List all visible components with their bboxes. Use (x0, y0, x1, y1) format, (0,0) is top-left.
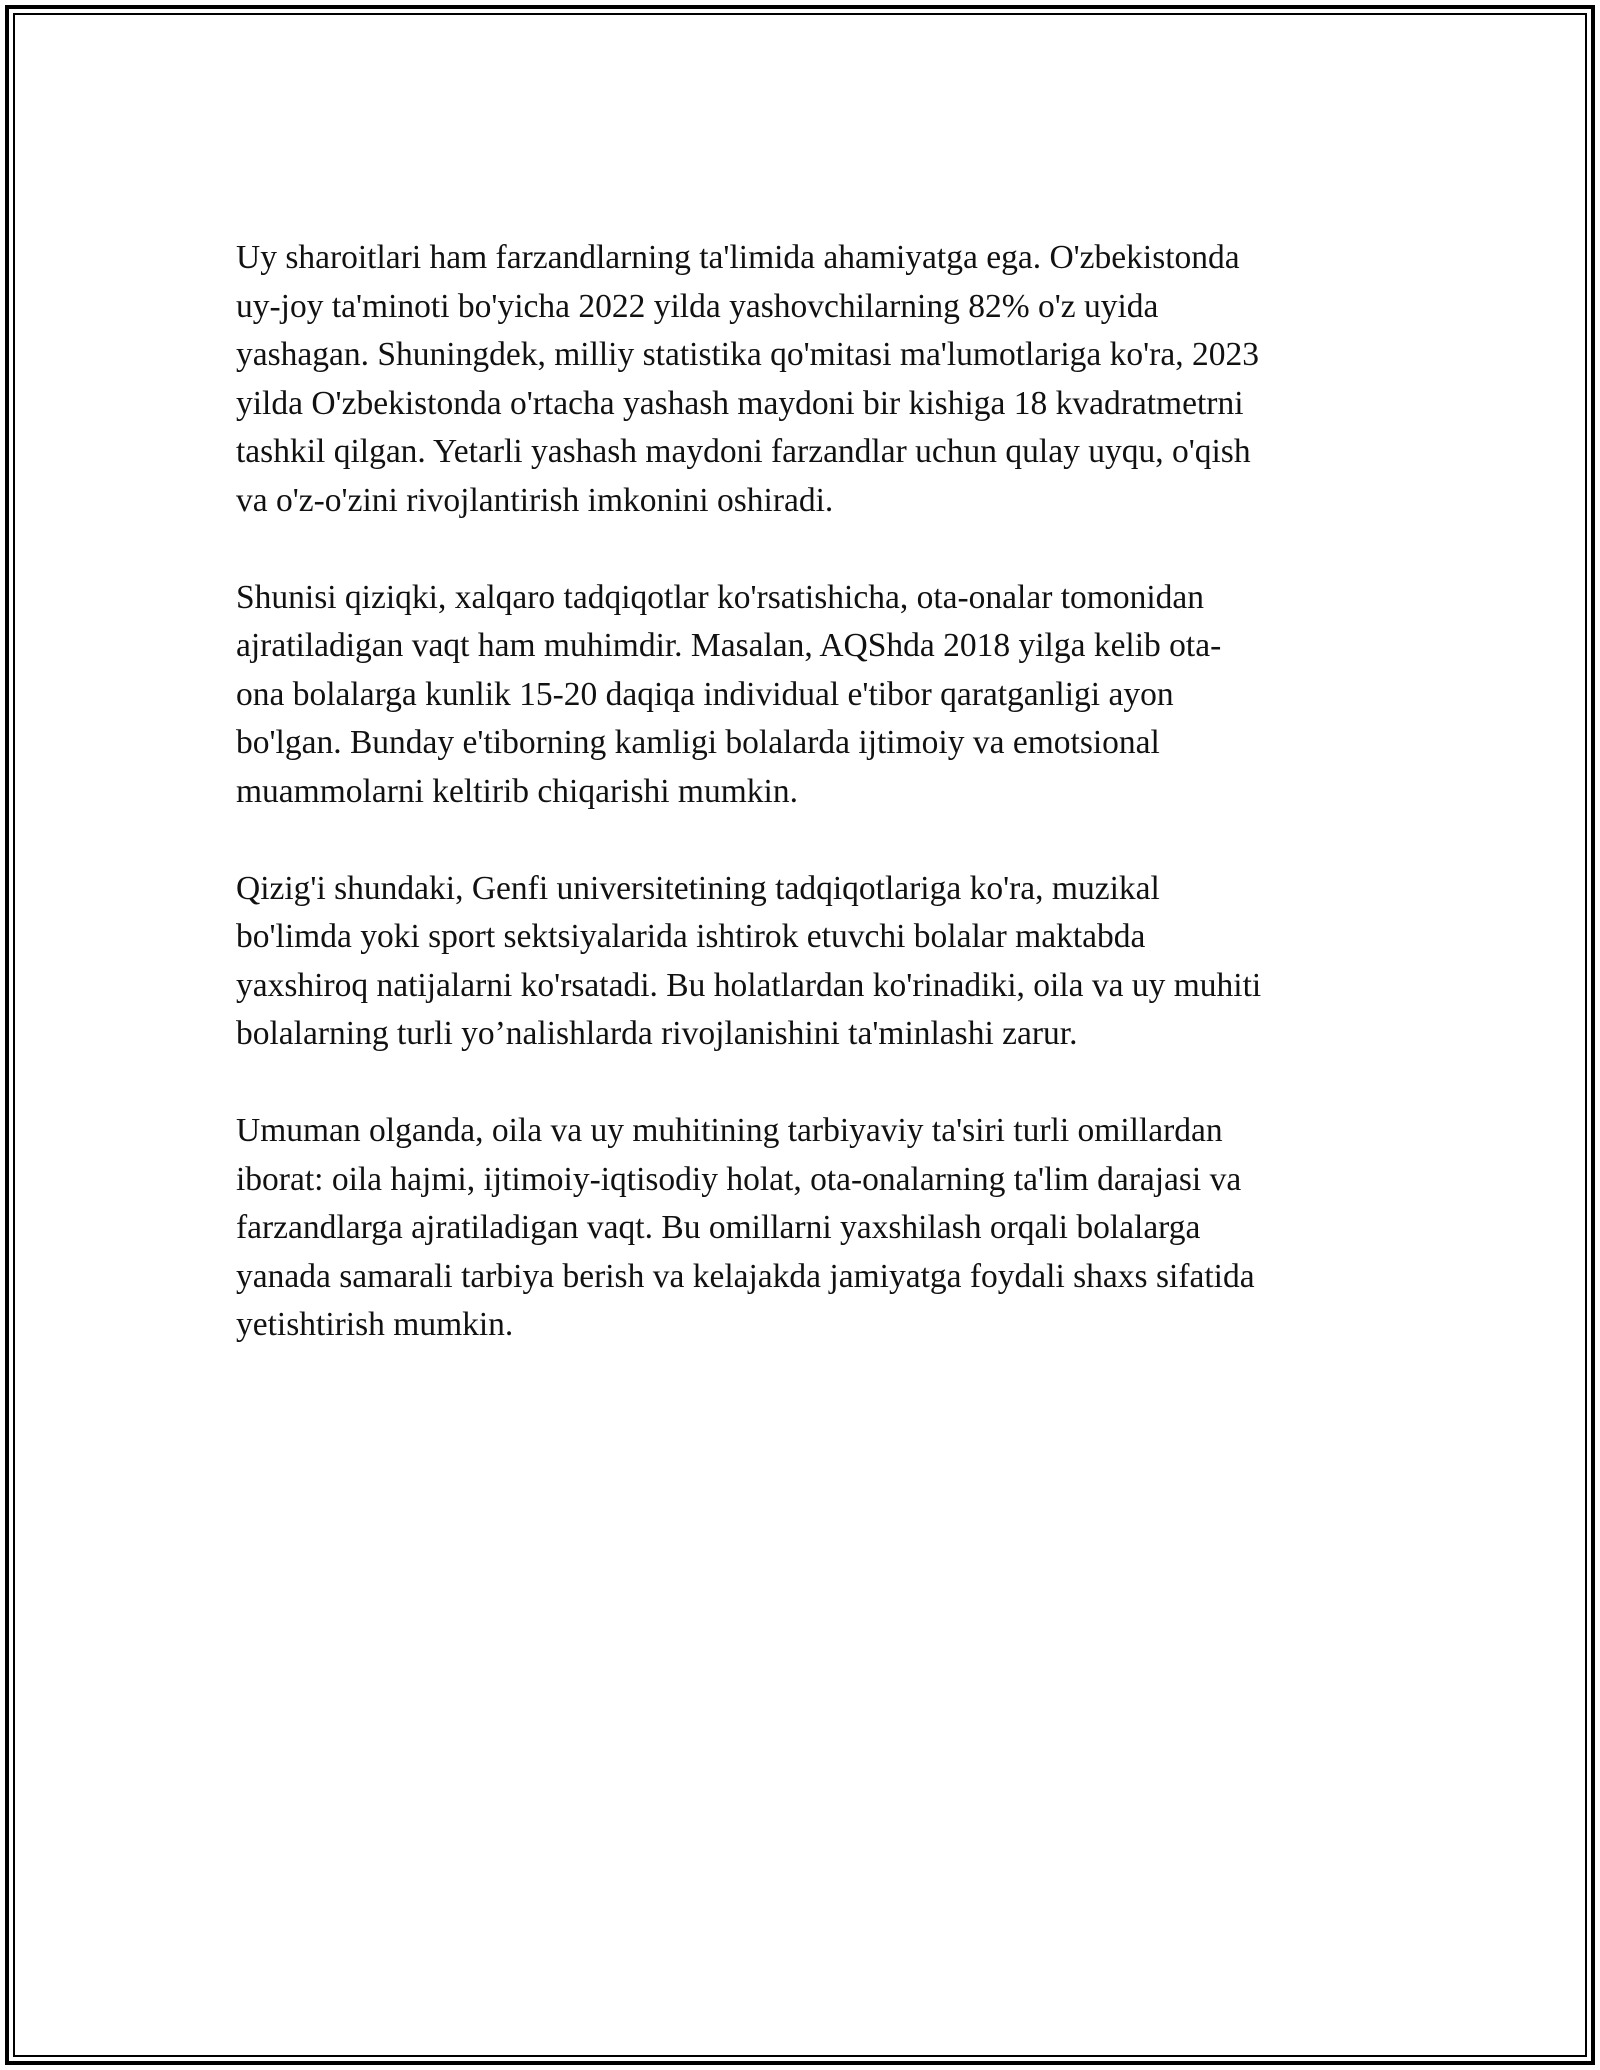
paragraph-housing (236, 234, 1366, 525)
text-line: iborat: oila hajmi, ijtimoiy-iqtisodiy holat, ota-onalarning ta'lim darajasi va (236, 1160, 1242, 1198)
text-line: Qizig'i shundaki, Genfi universitetining tadqiqotlariga ko'ra, muzikal (236, 869, 1160, 907)
paragraph-conclusion (236, 1107, 1366, 1350)
text-line: ona bolalarga kunlik 15-20 daqiqa individual e'tibor qaratganligi ayon (236, 675, 1174, 713)
text-line: Shunisi qiziqki, xalqaro tadqiqotlar ko'rsatishicha, ota-onalar tomonidan (236, 578, 1205, 616)
paragraph-activities (236, 865, 1366, 1059)
text-line: Umuman olganda, oila va uy muhitining tarbiyaviy ta'siri turli omillardan (236, 1112, 1223, 1149)
paragraph-parental-time (236, 574, 1366, 817)
text-line: ajratiladigan vaqt ham muhimdir. Masalan, AQShda 2018 yilga kelib ota- (236, 627, 1222, 664)
text-line: yetishtirish mumkin. (236, 1306, 514, 1343)
text-line: Uy sharoitlari ham farzandlarning ta'limida ahamiyatga ega. O'zbekistonda (236, 239, 1240, 276)
text-line: yashagan. Shuningdek, milliy statistika qo'mitasi ma'lumotlariga ko'ra, 2023 (236, 336, 1259, 373)
text-line: yilda O'zbekistonda o'rtacha yashash maydoni bir kishiga 18 kvadratmetrni (236, 384, 1244, 422)
text-line: tashkil qilgan. Yetarli yashash maydoni farzandlar uchun qulay uyqu, o'qish (236, 433, 1251, 470)
text-line: uy-joy ta'minoti bo'yicha 2022 yilda yashovchilarning 82% o'z uyida (236, 287, 1159, 325)
text-line: va o'z-o'zini rivojlantirish imkonini oshiradi. (236, 481, 834, 519)
text-line: farzandlarga ajratiladigan vaqt. Bu omillarni yaxshilash orqali bolalarga (236, 1209, 1201, 1246)
document-body (236, 234, 1366, 1398)
text-line: bo'lgan. Bunday e'tiborning kamligi bolalarda ijtimoiy va emotsional (236, 724, 1160, 761)
text-line: yanada samarali tarbiya berish va kelajakda jamiyatga foydali shaxs sifatida (236, 1257, 1255, 1295)
text-line: bolalarning turli yo’nalishlarda rivojlanishini ta'minlashi zarur. (236, 1015, 1078, 1052)
text-line: yaxshiroq natijalarni ko'rsatadi. Bu holatlardan ko'rinadiki, oila va uy muhiti (236, 966, 1262, 1004)
text-line: muammolarni keltirib chiqarishi mumkin. (236, 772, 798, 810)
text-line: bo'limda yoki sport sektsiyalarida ishtirok etuvchi bolalar maktabda (236, 918, 1146, 955)
